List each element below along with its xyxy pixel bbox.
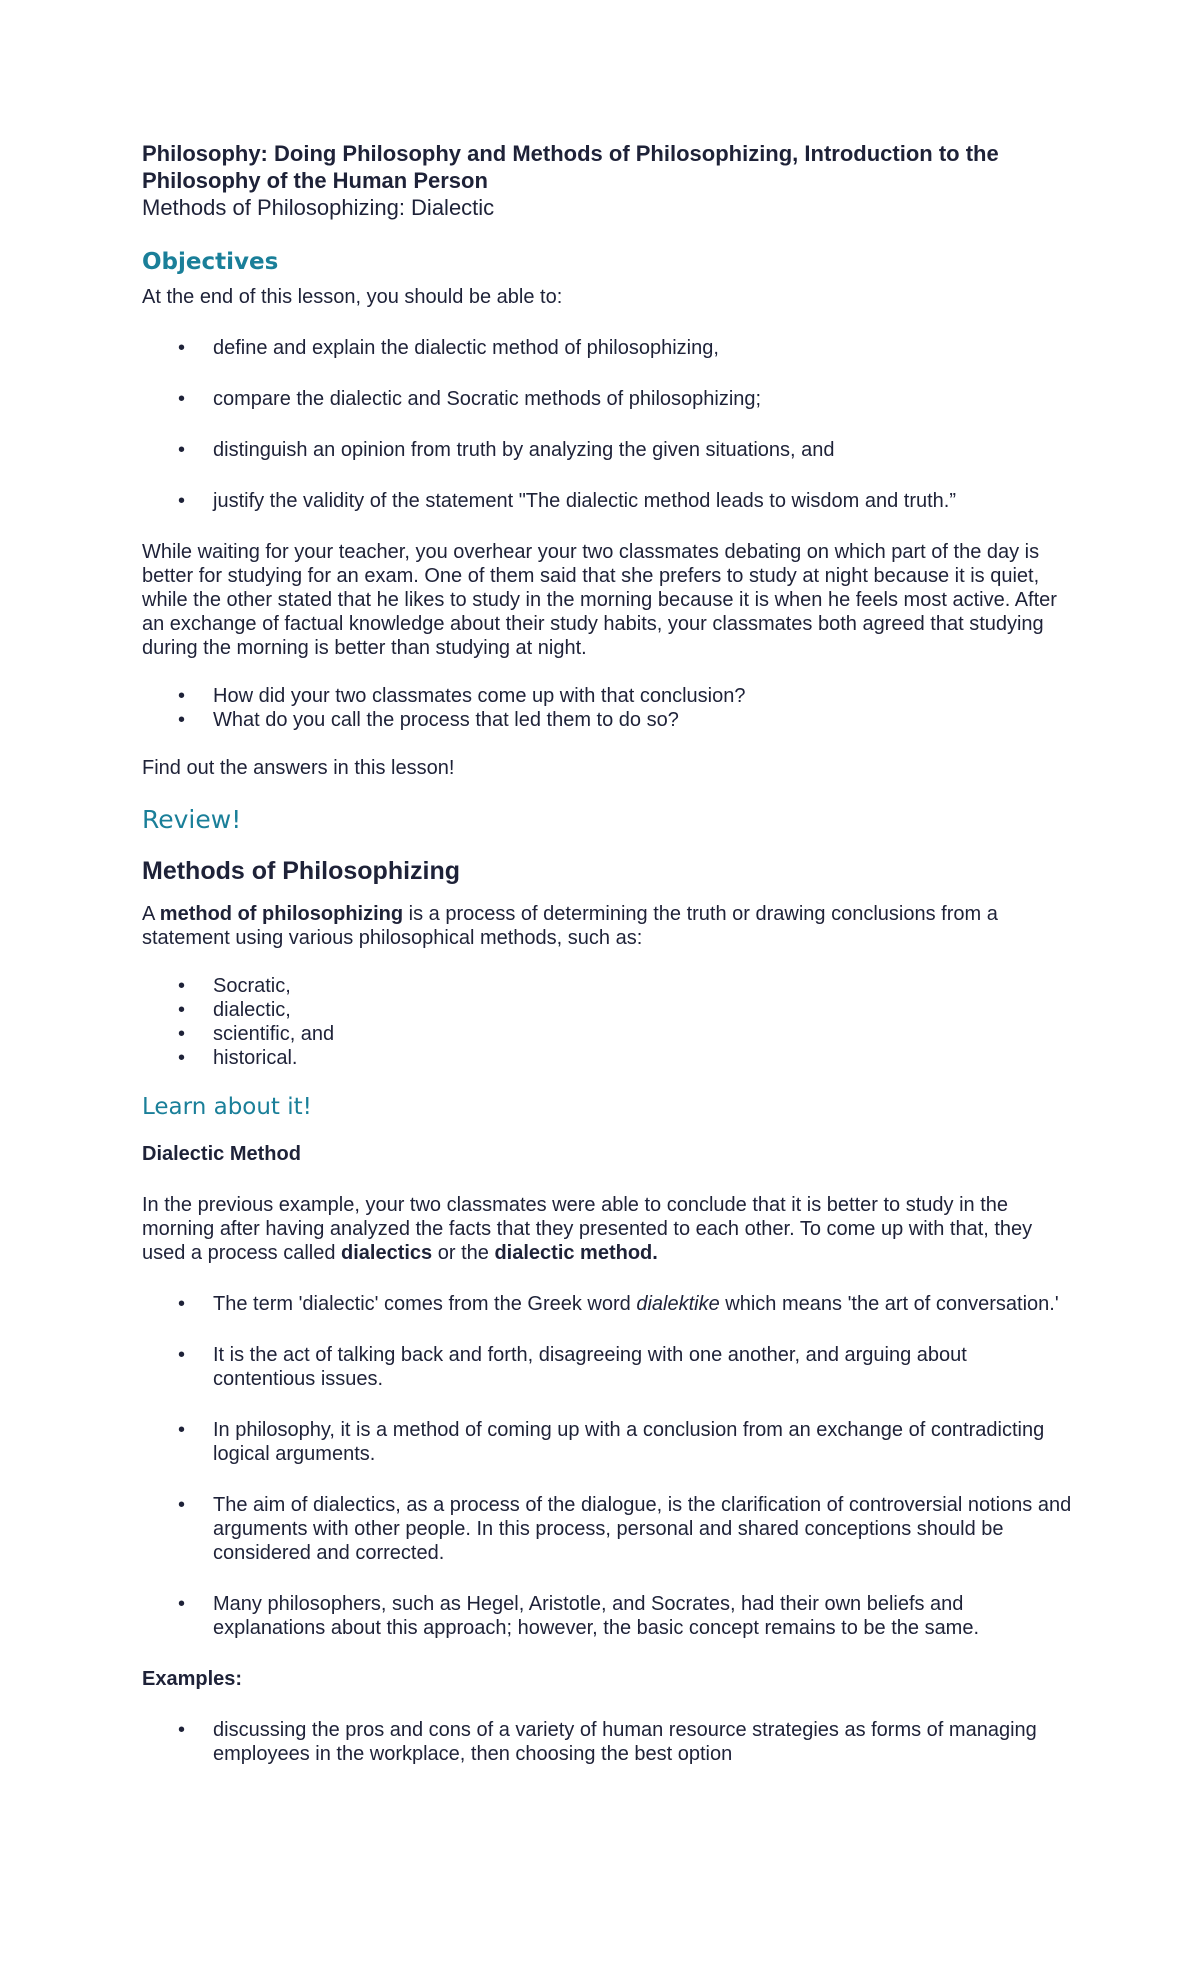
scenario-questions: [142, 684, 1072, 732]
objectives-list: [142, 336, 1072, 513]
methods-subheading: Methods of Philosophizing: [142, 857, 461, 885]
dialectic-point: • The aim of dialectics, as a process of the dialogue, is the clarification of controversial notions and arguments with other people. In this process, personal and shared conceptions should be considered and corrected.: [142, 1493, 1072, 1565]
dialectic-point: • It is the act of talking back and forth, disagreeing with one another, and arguing about contentious issues.: [142, 1343, 1072, 1391]
scenario-closing: Find out the answers in this lesson!: [142, 757, 455, 779]
dialectic-para-bold2: dialectic method.: [494, 1242, 658, 1264]
method-item: • scientific, and: [142, 1022, 1072, 1046]
dialectic-paragraph: [142, 1193, 1072, 1265]
method-item: • historical.: [142, 1046, 1072, 1070]
dialectic-para-bold1: dialectics: [341, 1242, 433, 1264]
objective-item: • define and explain the dialectic method of philosophizing,: [142, 336, 1072, 360]
objective-item: • compare the dialectic and Socratic methods of philosophizing;: [142, 387, 1072, 411]
document-page: [142, 140, 1072, 1766]
dialectic-point-term: [142, 1292, 1072, 1316]
review-heading: Review!: [142, 805, 242, 834]
method-item: • Socratic,: [142, 974, 1072, 998]
objectives-intro: At the end of this lesson, you should be able to:: [142, 286, 563, 308]
method-item: • dialectic,: [142, 998, 1072, 1022]
scenario-paragraph: While waiting for your teacher, you overhear your two classmates debating on which part of the day is better for studying for an exam. One of them said that she prefers to study at night because it is quiet, while the other stated that he likes to study in the morning because it is when he feels most active. After an exchange of factual knowledge about their study habits, your classmates both agreed that studying during the morning is better than studying at night.: [142, 541, 1057, 659]
methods-para-end: is a process of determining the truth or drawing conclusions from a statement using various philosophical methods, such as:: [142, 903, 998, 949]
dialectic-para-start: In the previous example, your two classmates were able to conclude that it is better to study in the morning after having analyzed the facts that they presented to each other. To come up with that, they used a process called: [142, 1194, 1033, 1264]
document-subtitle: Methods of Philosophizing: Dialectic: [142, 195, 495, 220]
methods-para-bold: method of philosophizing: [159, 903, 404, 925]
dialectic-point: • In philosophy, it is a method of coming up with a conclusion from an exchange of contradicting logical arguments.: [142, 1418, 1072, 1466]
objective-item: • distinguish an opinion from truth by analyzing the given situations, and: [142, 438, 1072, 462]
examples-list: [142, 1718, 1072, 1766]
term-start: The term 'dialectic' comes from the Greek word: [213, 1293, 637, 1315]
document-title: [142, 140, 1072, 194]
title-line-2: Philosophy of the Human Person: [142, 168, 488, 193]
example-item: • discussing the pros and cons of a variety of human resource strategies as forms of managing employees in the workplace, then choosing the best option: [142, 1718, 1072, 1766]
term-italic: dialektike: [636, 1293, 720, 1315]
dialectic-para-mid: or the: [432, 1242, 495, 1264]
dialectic-point: • Many philosophers, such as Hegel, Aristotle, and Socrates, had their own beliefs and explanations about this approach; however, the basic concept remains to be the same.: [142, 1592, 1072, 1640]
question-item: • What do you call the process that led them to do so?: [142, 708, 1072, 732]
term-end: which means 'the art of conversation.': [719, 1293, 1059, 1315]
objectives-heading: Objectives: [142, 249, 279, 275]
methods-paragraph: [142, 902, 1072, 950]
examples-heading: Examples:: [142, 1668, 243, 1690]
methods-list: [142, 974, 1072, 1070]
learn-heading: Learn about it!: [142, 1094, 312, 1120]
dialectic-points-list: [142, 1292, 1072, 1640]
title-line-1: Philosophy: Doing Philosophy and Methods of Philosophizing, Introduction to the: [142, 141, 999, 166]
dialectic-method-subheading: Dialectic Method: [142, 1143, 301, 1165]
methods-para-start: A: [142, 903, 160, 925]
objective-item: • justify the validity of the statement "The dialectic method leads to wisdom and truth.”: [142, 489, 1072, 513]
question-item: • How did your two classmates come up with that conclusion?: [142, 684, 1072, 708]
